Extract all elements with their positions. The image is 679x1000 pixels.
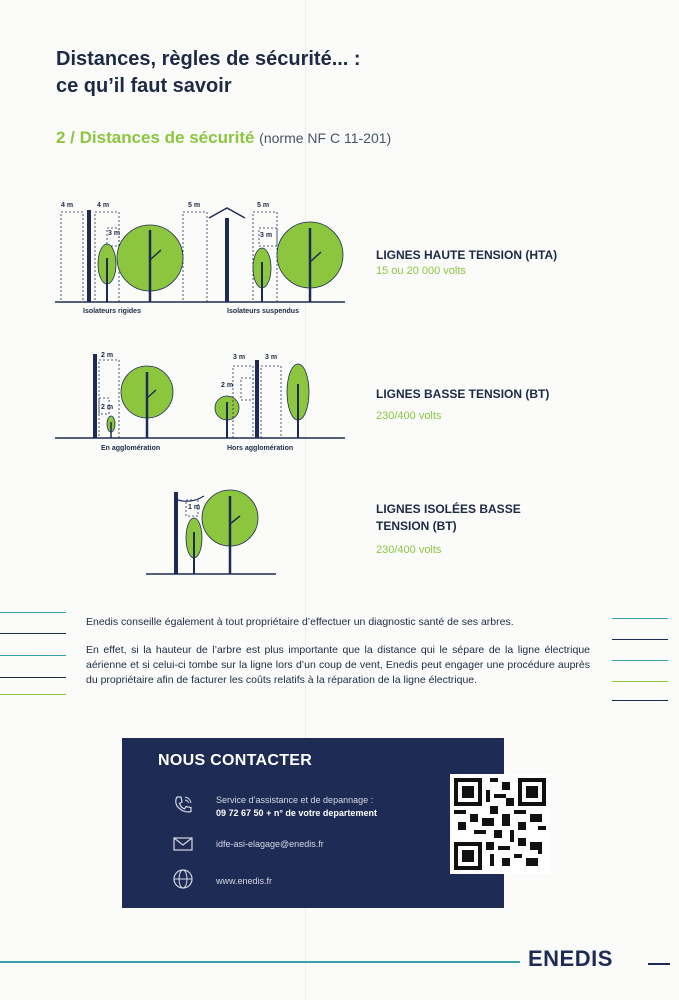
bt-isolees-illustration xyxy=(146,478,286,578)
bt-label-1: 2 m xyxy=(101,352,114,359)
bt-title: LIGNES BASSE TENSION (BT) xyxy=(376,387,550,401)
hta-caption-2: Isolateurs suspendus xyxy=(227,308,299,315)
hta-label-5: 5 m xyxy=(257,202,270,209)
hta-caption-1: Isolateurs rigides xyxy=(83,308,141,315)
phone-icon xyxy=(172,794,194,816)
title-line-1: Distances, règles de sécurité... : xyxy=(56,48,361,70)
phone-text xyxy=(216,794,377,820)
bt-isolees-title xyxy=(376,501,521,535)
deco-line xyxy=(612,618,668,619)
bt-isolees-volts: 230/400 volts xyxy=(376,544,442,556)
logo-dash xyxy=(648,963,670,965)
bt-volts: 230/400 volts xyxy=(376,410,442,422)
title-line-2: ce qu’il faut savoir xyxy=(56,75,232,97)
phone-suffix: + n° de votre departement xyxy=(266,808,377,818)
bt-label-2: 2 m xyxy=(101,404,114,411)
enedis-logo: ENEDIS xyxy=(528,946,613,971)
deco-line xyxy=(0,612,66,613)
bt-label-4: 2 m xyxy=(221,382,234,389)
bt-illustration xyxy=(55,350,355,452)
deco-line xyxy=(612,660,668,661)
deco-line xyxy=(0,655,66,656)
bt-label-3: 3 m xyxy=(233,354,246,361)
bt-label-5: 3 m xyxy=(265,354,278,361)
contact-box xyxy=(122,738,504,908)
page-title xyxy=(56,46,361,100)
hta-label-1: 4 m xyxy=(61,202,74,209)
hta-label-6: 3 m xyxy=(260,232,273,239)
qr-code[interactable] xyxy=(450,774,550,874)
hta-label-2: 4 m xyxy=(97,202,110,209)
section-norm: (norme NF C 11-201) xyxy=(259,130,392,146)
section-title xyxy=(56,128,391,148)
globe-icon xyxy=(172,868,194,890)
deco-line xyxy=(0,677,66,678)
deco-line xyxy=(612,681,668,682)
phone-label: Service d’assistance et de depannage : xyxy=(216,795,374,805)
bt-isolees-title-line-2: TENSION (BT) xyxy=(376,519,457,533)
hta-illustration xyxy=(55,200,355,315)
deco-line xyxy=(612,700,668,701)
deco-line xyxy=(612,639,668,640)
website-link[interactable]: www.enedis.fr xyxy=(216,876,273,886)
mail-icon xyxy=(172,833,194,855)
hta-title: LIGNES HAUTE TENSION (HTA) xyxy=(376,248,558,262)
bt-isolees-label: 1 m xyxy=(188,504,201,511)
deco-line xyxy=(0,694,66,695)
phone-number[interactable]: 09 72 67 50 xyxy=(216,808,264,818)
deco-line xyxy=(0,633,66,634)
bt-isolees-title-line-1: LIGNES ISOLÉES BASSE xyxy=(376,502,521,516)
bottom-line xyxy=(0,961,520,963)
paragraph-1: Enedis conseille également à tout propriétaire d’effectuer un diagnostic santé de ses arbres. xyxy=(86,616,514,628)
hta-volts: 15 ou 20 000 volts xyxy=(376,265,466,277)
hta-label-3: 3 m xyxy=(108,230,121,237)
paragraph-2: En effet, si la hauteur de l’arbre est plus importante que la distance qui le sépare de la ligne électrique aérienne et si celui-ci tombe sur la ligne lors d’un coup de vent, Enedis peut engager une procédure auprès du propriétaire afin de facturer les coûts relatifs à la réparation de la ligne électrique. xyxy=(86,644,590,686)
bt-caption-2: Hors agglomération xyxy=(227,445,294,452)
section-number-title: 2 / Distances de sécurité xyxy=(56,128,255,147)
bt-caption-1: En agglomération xyxy=(101,445,161,452)
hta-label-4: 5 m xyxy=(188,202,201,209)
contact-title: NOUS CONTACTER xyxy=(158,752,313,769)
email-link[interactable]: idfe-asi-elagage@enedis.fr xyxy=(216,839,324,849)
